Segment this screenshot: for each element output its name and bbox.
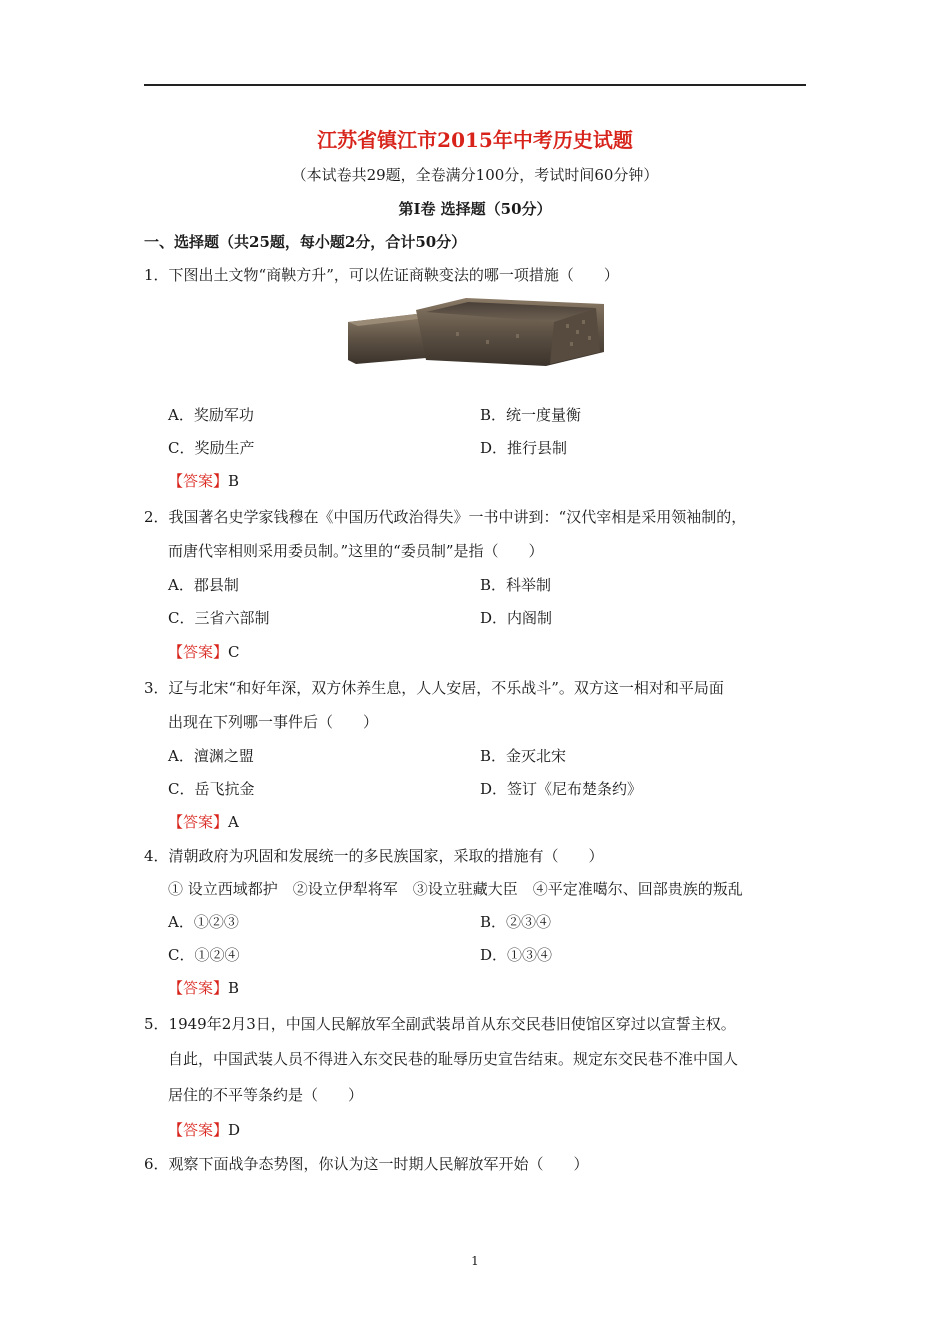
answer-tag: 【答案】 — [168, 472, 229, 490]
answer-tag: 【答案】 — [168, 979, 229, 997]
answer-value: B — [228, 979, 240, 997]
answer-value: A — [228, 813, 239, 831]
question-4-answer — [168, 977, 239, 998]
section-heading: 一、选择题（共25题，每小题2分，合计50分） — [144, 233, 467, 251]
question-1-option-b: B．统一度量衡 — [480, 406, 582, 424]
part-heading: 第Ⅰ卷 选择题（50分） — [398, 200, 552, 218]
question-3-text-line-2: 出现在下列哪一事件后（ ） — [168, 713, 379, 731]
question-3-option-d: D．签订《尼布楚条约》 — [480, 780, 643, 798]
question-1-option-d: D．推行县制 — [480, 439, 568, 457]
question-2-option-d: D．内阁制 — [480, 609, 553, 627]
question-6-text: 6．观察下面战争态势图，你认为这一时期人民解放军开始（ ） — [144, 1155, 589, 1173]
answer-tag: 【答案】 — [168, 643, 229, 661]
question-5-text-line-2: 自此，中国武装人员不得进入东交民巷的耻辱历史宣告结束。规定东交民巷不准中国人 — [168, 1050, 739, 1068]
question-4-statements: ① 设立西域都护 ②设立伊犁将军 ③设立驻藏大臣 ④平定准噶尔、回部贵族的叛乱 — [168, 880, 743, 898]
question-3-answer — [168, 811, 239, 832]
question-3-text-line-1: 3．辽与北宋“和好年深，双方休养生息，人人安居，不乐战斗”。双方这一相对和平局面 — [144, 679, 724, 697]
exam-info: （本试卷共29题，全卷满分100分，考试时间60分钟） — [291, 166, 659, 184]
page-title: 江苏省镇江市2015年中考历史试题 — [317, 128, 633, 152]
question-4-option-a: A．①②③ — [168, 913, 239, 931]
question-4-text: 4．清朝政府为巩固和发展统一的多民族国家，采取的措施有（ ） — [144, 847, 604, 865]
answer-value: C — [228, 643, 240, 661]
question-4-option-b: B．②③④ — [480, 913, 552, 931]
question-5-text-line-1: 5．1949年2月3日，中国人民解放军全副武装昂首从东交民巷旧使馆区穿过以宣誓主权。 — [144, 1015, 736, 1033]
question-2-text-line-2: 而唐代宰相则采用委员制。”这里的“委员制”是指（ ） — [168, 542, 544, 560]
question-4-option-d: D．①③④ — [480, 946, 553, 964]
answer-tag: 【答案】 — [168, 1121, 229, 1139]
answer-tag: 【答案】 — [168, 813, 229, 831]
question-3-option-c: C．岳飞抗金 — [168, 780, 255, 798]
question-3-option-a: A．澶渊之盟 — [168, 747, 254, 765]
question-5-answer — [168, 1119, 240, 1140]
question-2-text-line-1: 2．我国著名史学家钱穆在《中国历代政治得失》一书中讲到：“汉代宰相是采用领袖制的， — [144, 508, 747, 526]
header-rule — [144, 84, 806, 86]
question-1-answer — [168, 470, 239, 491]
question-5-text-line-3: 居住的不平等条约是（ ） — [168, 1086, 364, 1104]
question-2-option-b: B．科举制 — [480, 576, 552, 594]
question-1-text: 1．下图出土文物“商鞅方升”，可以佐证商鞅变法的哪一项措施（ ） — [144, 266, 619, 284]
page-number: 1 — [471, 1254, 479, 1268]
answer-value: B — [228, 472, 240, 490]
question-2-option-c: C．三省六部制 — [168, 609, 270, 627]
question-1-option-c: C．奖励生产 — [168, 439, 255, 457]
question-2-answer — [168, 641, 240, 662]
question-1-option-a: A．奖励军功 — [168, 406, 254, 424]
question-2-option-a: A．郡县制 — [168, 576, 239, 594]
answer-value: D — [228, 1121, 241, 1139]
shang-yang-fangsheng-artifact-image — [346, 296, 606, 368]
question-4-option-c: C．①②④ — [168, 946, 240, 964]
question-3-option-b: B．金灭北宋 — [480, 747, 567, 765]
